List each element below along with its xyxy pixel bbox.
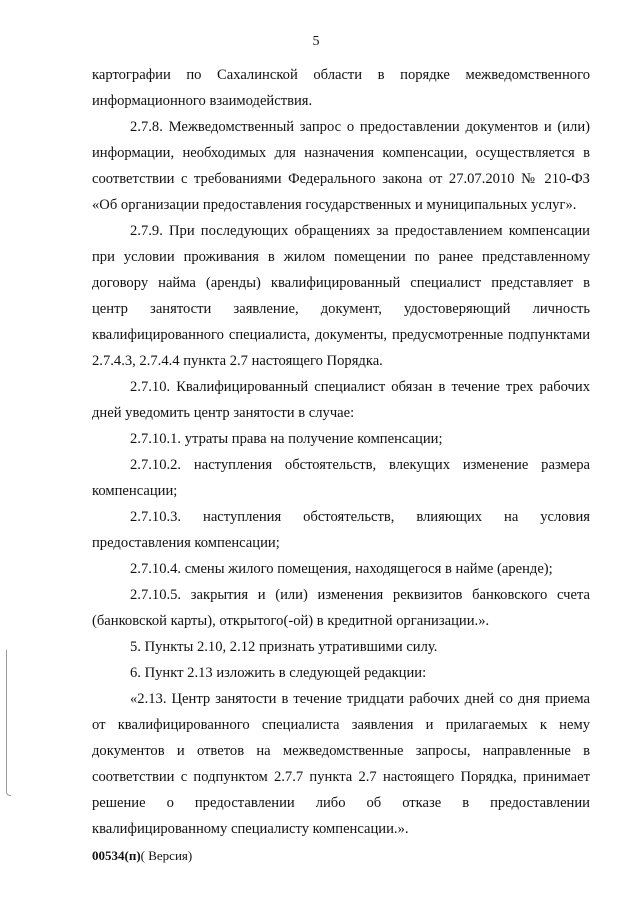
paragraph: «2.13. Центр занятости в течение тридцати рабочих дней со дня приема от квалифицированного специалиста заявления и прилагаемых к нему документов и ответов на межведомственные запросы, направленные в соответствии с подпунктом 2.7.7 пункта 2.7 настоящего Порядка, принимает решение о предоставлении либо об отказе в предоставлении квалифицированному специалисту компенсации.». <box>92 691 590 837</box>
paragraph: 2.7.10.2. наступления обстоятельств, влекущих изменение размера компенсации; <box>92 457 590 499</box>
page-number: 5 <box>312 34 320 49</box>
paragraph: 2.7.10.3. наступления обстоятельств, влияющих на условия предоставления компенсации; <box>92 509 590 551</box>
paragraph: 2.7.8. Межведомственный запрос о предоставлении документов и (или) информации, необходимых для назначения компенсации, осуществляется в соответствии с требованиями Федерального закона от 27.07.2010 № 210-ФЗ «Об организации предоставления государственных и муниципальных услуг». <box>92 119 590 213</box>
document-code: 00534(п) <box>92 848 141 863</box>
paragraph: 6. Пункт 2.13 изложить в следующей редакции: <box>130 665 427 681</box>
document-body <box>92 62 590 842</box>
document-footer-code <box>92 848 192 864</box>
paragraph: 2.7.10.4. смены жилого помещения, находящегося в найме (аренде); <box>130 561 553 577</box>
paragraph: 2.7.9. При последующих обращениях за предоставлением компенсации при условии проживания в жилом помещении по ранее представленному договору найма (аренды) квалифицированный специалист представляет в центр занятости заявление, документ, удостоверяющий личность квалифицированного специалиста, документы, предусмотренные подпунктами 2.7.4.3, 2.7.4.4 пункта 2.7 настоящего Порядка. <box>92 223 590 369</box>
paragraph: 5. Пункты 2.10, 2.12 признать утратившими силу. <box>130 639 438 655</box>
paragraph: 2.7.10.5. закрытия и (или) изменения реквизитов банковского счета (банковской карты), открытого(-ой) в кредитной организации.». <box>92 587 590 629</box>
paragraph: картографии по Сахалинской области в порядке межведомственного информационного взаимодействия. <box>92 67 590 109</box>
margin-mark <box>6 650 7 790</box>
document-version: ( Версия) <box>140 848 193 863</box>
paragraph: 2.7.10. Квалифицированный специалист обязан в течение трех рабочих дней уведомить центр занятости в случае: <box>92 379 590 421</box>
paragraph: 2.7.10.1. утраты права на получение компенсации; <box>130 431 443 447</box>
